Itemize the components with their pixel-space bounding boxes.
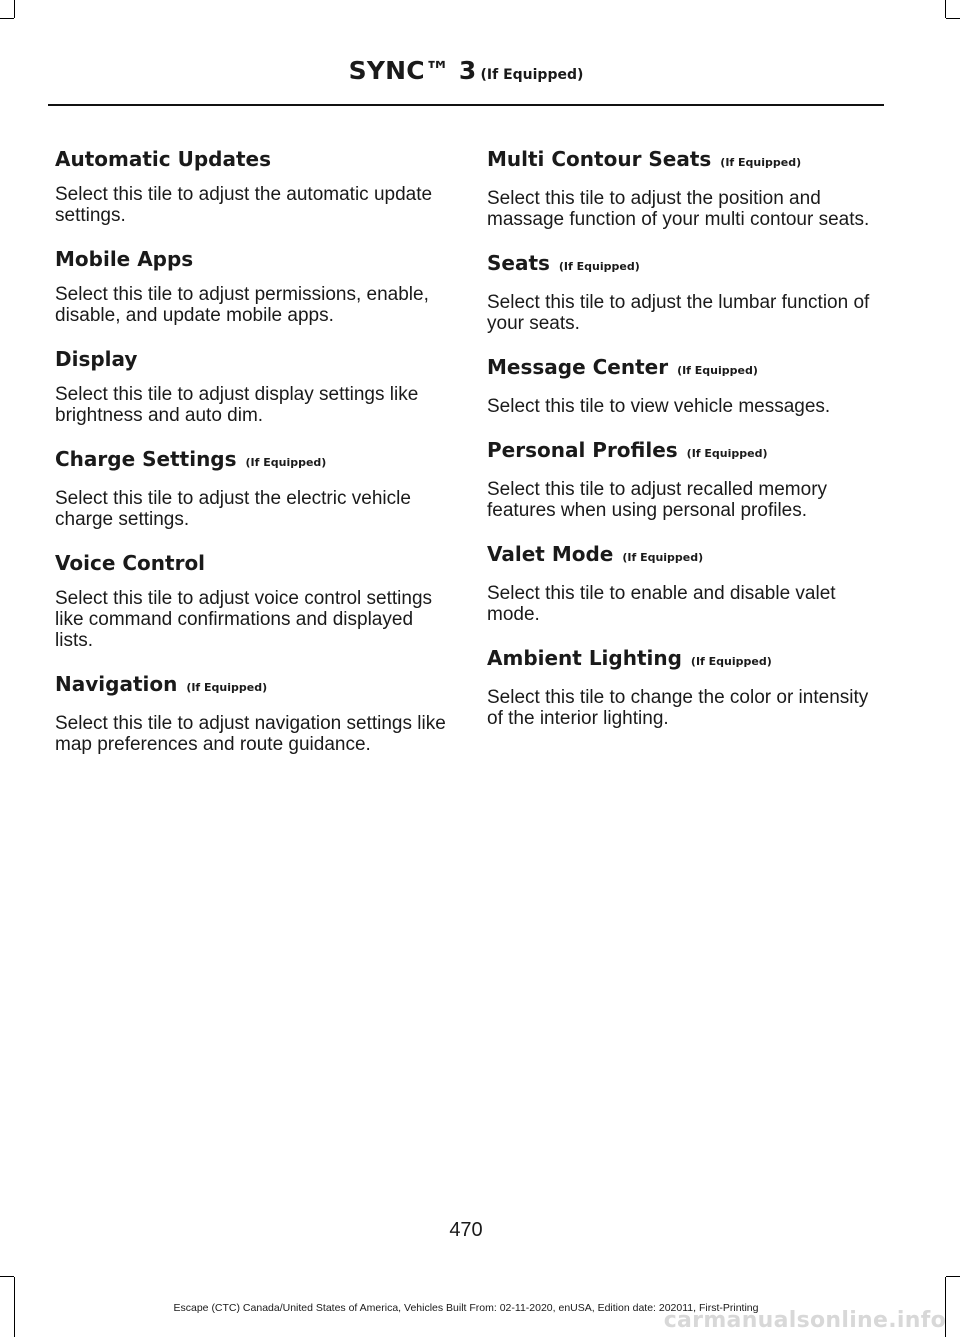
right-column	[487, 146, 881, 749]
heading-text: Navigation	[55, 672, 178, 696]
heading-text: Voice Control	[55, 551, 206, 575]
heading-text: Display	[55, 347, 138, 371]
section-body: Select this tile to adjust permissions, enable, disable, and update mobile apps.	[55, 284, 429, 326]
if-equipped-label: (If Equipped)	[186, 681, 268, 694]
heading-text: Message Center	[487, 355, 669, 379]
crop-mark-top-right	[945, 0, 946, 18]
section-body: Select this tile to adjust the electric vehicle charge settings.	[55, 488, 411, 530]
section-display	[55, 346, 449, 426]
if-equipped-label: (If Equipped)	[245, 456, 327, 469]
crop-mark-top-left	[14, 0, 15, 18]
section-body: Select this tile to adjust display settings like brightness and auto dim.	[55, 384, 419, 426]
if-equipped-label: (If Equipped)	[690, 655, 772, 668]
section-heading	[55, 246, 449, 272]
section-mobile-apps	[55, 246, 449, 326]
page-header	[48, 56, 884, 85]
section-heading	[487, 354, 881, 384]
left-column	[55, 146, 449, 775]
section-valet-mode	[487, 541, 881, 625]
section-body: Select this tile to adjust recalled memory features when using personal profiles.	[487, 479, 828, 521]
section-ambient-lighting	[487, 645, 881, 729]
section-message-center	[487, 354, 881, 417]
if-equipped-label: (If Equipped)	[720, 156, 802, 169]
crop-mark-bottom-left	[0, 1276, 14, 1277]
crop-mark-top-left	[0, 18, 14, 19]
page-title-qualifier: (If Equipped)	[480, 67, 584, 83]
section-heading	[55, 446, 449, 476]
section-heading	[55, 550, 449, 576]
section-body: Select this tile to view vehicle messages.	[487, 396, 831, 417]
crop-mark-top-right	[946, 18, 960, 19]
section-heading	[487, 645, 881, 675]
heading-text: Automatic Updates	[55, 147, 271, 171]
section-heading	[55, 671, 449, 701]
section-voice-control	[55, 550, 449, 651]
if-equipped-label: (If Equipped)	[558, 260, 640, 273]
heading-text: Ambient Lighting	[487, 646, 682, 670]
header-divider	[48, 104, 884, 106]
heading-text: Charge Settings	[55, 447, 237, 471]
heading-text: Multi Contour Seats	[487, 147, 712, 171]
heading-text: Seats	[487, 251, 550, 275]
section-seats	[487, 250, 881, 334]
section-body: Select this tile to adjust the position and massage function of your multi contour seats.	[487, 188, 870, 230]
page-footer: Escape (CTC) Canada/United States of America, Vehicles Built From: 02-11-2020, enUSA, Edition date: 202011, First-Printing	[173, 1302, 759, 1314]
section-navigation	[55, 671, 449, 755]
heading-text: Mobile Apps	[55, 247, 194, 271]
section-body: Select this tile to adjust the lumbar function of your seats.	[487, 292, 870, 334]
section-multi-contour-seats	[487, 146, 881, 230]
section-automatic-updates	[55, 146, 449, 226]
section-body: Select this tile to adjust voice control settings like command confirmations and displayed lists.	[55, 588, 433, 651]
heading-text: Personal Profiles	[487, 438, 678, 462]
heading-text: Valet Mode	[487, 542, 614, 566]
section-body: Select this tile to change the color or intensity of the interior lighting.	[487, 687, 869, 729]
if-equipped-label: (If Equipped)	[622, 551, 704, 564]
section-heading	[487, 437, 881, 467]
if-equipped-label: (If Equipped)	[677, 364, 758, 377]
page-title: SYNC™ 3	[348, 56, 477, 85]
section-body: Select this tile to adjust the automatic update settings.	[55, 184, 433, 226]
section-body: Select this tile to enable and disable valet mode.	[487, 583, 836, 625]
if-equipped-label: (If Equipped)	[686, 447, 768, 460]
section-heading	[487, 146, 881, 176]
section-charge-settings	[55, 446, 449, 530]
section-heading	[487, 250, 881, 280]
crop-mark-bottom-right	[946, 1276, 960, 1277]
section-heading	[55, 146, 449, 172]
section-personal-profiles	[487, 437, 881, 521]
section-heading	[487, 541, 881, 571]
section-body: Select this tile to adjust navigation settings like map preferences and route guidance.	[55, 713, 446, 755]
page-number: 470	[449, 1219, 483, 1241]
watermark: carmanualsonline.info	[663, 1308, 946, 1333]
section-heading	[55, 346, 449, 372]
